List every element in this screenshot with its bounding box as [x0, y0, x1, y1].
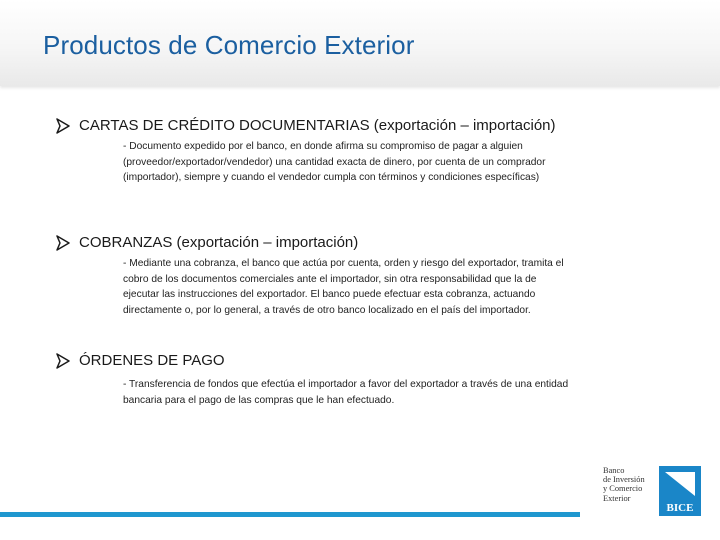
arrow-bullet-icon	[56, 235, 70, 251]
description-line: (proveedor/exportador/vendedor) una cantidad exacta de dinero, por cuenta de un comprador	[123, 156, 546, 168]
section-heading-row	[56, 234, 656, 251]
section-heading: COBRANZAS (exportación – importación)	[79, 234, 359, 251]
description-line: cobro de los documentos comerciales ante el importador, sin otra responsabilidad que la de	[123, 273, 537, 285]
section-heading: ÓRDENES DE PAGO	[79, 352, 225, 369]
page-title: Productos de Comercio Exterior	[43, 30, 415, 60]
footer-accent-bar	[0, 512, 580, 517]
description-line: ejecutar las instrucciones del exportador. El banco puede efectuar esta cobranza, actuando	[123, 289, 536, 301]
logo-mark-text: BICE	[666, 502, 694, 514]
description-line: - Transferencia de fondos que efectúa el importador a favor del exportador a través de una entidad	[123, 379, 569, 390]
logo-text-line: de Inversión	[603, 475, 645, 485]
section-heading-row	[56, 352, 656, 369]
section-description	[123, 377, 613, 408]
logo-text-line: Banco	[603, 466, 625, 475]
description-line: (importador), siempre y cuando el vendedor cumpla con términos y condiciones específicas)	[123, 172, 540, 184]
arrow-bullet-icon	[56, 118, 70, 134]
logo-text	[603, 466, 659, 503]
description-line: directamente o, por lo general, a través de otro banco localizado en el país del importador.	[123, 304, 531, 316]
section-cartas-credito	[56, 117, 656, 186]
description-line: - Mediante una cobranza, el banco que actúa por cuenta, orden y riesgo del exportador, tramita el	[123, 258, 564, 269]
slide-header	[0, 0, 720, 86]
bice-logo-mark-icon	[659, 466, 701, 516]
arrow-bullet-icon	[56, 353, 70, 369]
section-cobranzas	[56, 234, 656, 318]
section-description	[123, 256, 613, 318]
bice-logo	[603, 466, 703, 518]
logo-text-line: y Comercio	[603, 484, 643, 494]
section-ordenes-pago	[56, 352, 656, 408]
section-heading: CARTAS DE CRÉDITO DOCUMENTARIAS (exportación – importación)	[79, 117, 556, 134]
section-heading-row	[56, 117, 656, 134]
logo-text-line: Exterior	[603, 493, 631, 503]
description-line: bancaria para el pago de las compras que le han efectuado.	[123, 394, 395, 406]
section-description	[123, 139, 613, 186]
description-line: - Documento expedido por el banco, en donde afirma su compromiso de pagar a alguien	[123, 141, 523, 152]
